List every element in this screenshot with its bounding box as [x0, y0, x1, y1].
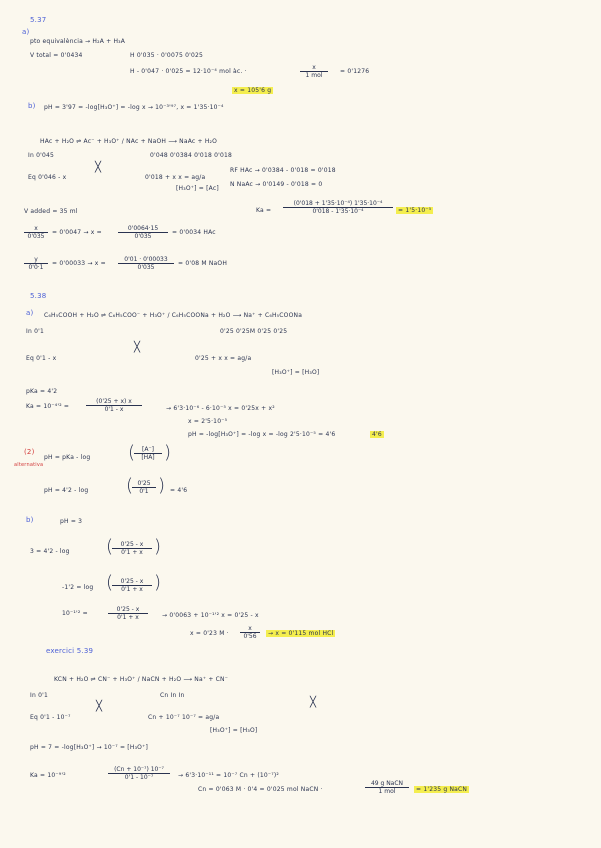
fraction-numerator: x [240, 625, 260, 633]
fraction-numerator: 0'25 [132, 480, 156, 488]
fraction-numerator: y [24, 256, 48, 264]
part-a-label: a) [22, 28, 30, 36]
total-volume-line: V total = 0'0434 [30, 52, 83, 59]
nacn-fraction [365, 780, 409, 795]
result-line: = 0'1276 [340, 68, 370, 75]
fraction-x-mol [300, 64, 328, 79]
volume-added-line: V added = 35 ml [24, 208, 78, 215]
highlighted-nacn-result: = 1'235 g NaCN [416, 786, 468, 793]
fraction-numerator: x [300, 64, 328, 72]
bracket-left: ( [128, 442, 136, 463]
equilibrium-equation-3: KCN + H₂O ⇌ CN⁻ + H₃O⁺ / NaCN + H₂O ⟶ Na⁺ + CN⁻ [54, 676, 229, 683]
ka-denominator-3: 0'1 - 10⁻⁷ [124, 774, 154, 781]
hac-fraction [118, 225, 168, 240]
henderson-line-1: pH = pKa - log [44, 454, 91, 461]
fraction-denominator: 0'1 + x [121, 586, 143, 593]
fraction-numerator: 49 g NaCN [365, 780, 409, 788]
ka-label-3: Ka = 10⁻⁹'² [30, 772, 66, 779]
reaction-naac-line: N NaAc → 0'0149 - 0'018 = 0 [230, 181, 323, 188]
hac-result: = 0'0034 HAc [172, 229, 216, 236]
fraction-numerator: 0'0064·15 [118, 225, 168, 233]
bracket-left: ( [106, 572, 114, 593]
ka-equation-2: → 6'3·10⁻⁶ - 6·10⁻⁵ x = 0'25x + x² [166, 405, 275, 412]
ph-calc-line: pH = 3'97 = -log[H₃O⁺] = -log x → 10⁻³'⁹⁷, x = 1'35·10⁻⁴ [44, 104, 224, 111]
initial-values-3: Cn In In [160, 692, 185, 699]
ph-result-line: pH = -log[H₃O⁺] = -log x = -log 2'5·10⁻⁵ = 4'6 [188, 431, 336, 438]
equilibrium-row-3: Eq 0'1 - 10⁻⁷ [30, 714, 71, 721]
alternative-number: (2) [24, 448, 35, 456]
ka-fraction-1 [283, 200, 393, 215]
fraction-numerator: 0'25 - x [112, 578, 152, 586]
naoh-result: = 0'08 M NaOH [178, 260, 228, 267]
bracket-left: ( [106, 536, 114, 557]
fraction-denominator: 1 mol [305, 72, 323, 79]
equilibrium-equation-2: C₆H₅COOH + H₂O ⇌ C₆H₅COO⁻ + H₃O⁺ / C₆H₅COONa + H₂O ⟶ Na⁺ + C₆H₅COONa [44, 312, 303, 319]
hcl-fraction [240, 625, 260, 640]
fraction-numerator: [A⁻] [134, 446, 162, 454]
bracket-left: ( [126, 475, 134, 496]
ka-fraction-3 [108, 766, 170, 781]
fraction-x-over-volume [24, 225, 48, 240]
equilibrium-row-2: Eq 0'1 - x [26, 355, 57, 362]
alternative-label: alternativa [14, 462, 44, 468]
fraction-numerator: x [24, 225, 48, 233]
equivalence-point-line: pto equivalència → H₂A + H₃A [30, 38, 126, 45]
part-b-label: b) [28, 102, 36, 110]
moles-acid-line: H - 0'047 · 0'025 = 12·10⁻⁴ mol àc. · [130, 68, 247, 75]
reaction-hac-line: RF HAc → 0'0384 - 0'018 = 0'018 [230, 167, 336, 174]
cross-out-mark: ╳ [95, 162, 102, 173]
pka-line: pKa = 4'2 [26, 388, 58, 395]
buffer-equation-1: 3 = 4'2 - log [30, 548, 70, 555]
naoh-fraction [118, 256, 174, 271]
buffer-equation-3-rhs: → 0'0063 + 10⁻¹'² x = 0'25 - x [162, 612, 259, 619]
ka-denominator-1: 0'018 - 1'35·10⁻⁴ [312, 208, 364, 215]
moles-line: H 0'035 · 0'0075 0'025 [130, 52, 204, 59]
bracket-right: ) [164, 442, 172, 463]
equilibrium-row-1: Eq 0'046 - x [28, 174, 67, 181]
fraction-numerator: 0'01 · 0'00033 [118, 256, 174, 264]
initial-row-3: In 0'1 [30, 692, 48, 699]
exercise-number-539: exercici 5.39 [46, 647, 94, 655]
henderson-line-2: pH = 4'2 - log [44, 487, 89, 494]
concentration-equality-2: [H₃O⁺] = [H₃O] [272, 369, 320, 376]
ka-label-2: Ka = 10⁻⁴'² = [26, 403, 70, 410]
highlighted-ph-46: 4'6 [372, 431, 382, 438]
fraction-denominator: 0'1 [139, 488, 149, 495]
fraction-denominator: [HA] [141, 454, 155, 461]
cross-out-mark: ╳ [310, 697, 317, 708]
ka-fraction-2 [86, 398, 142, 413]
fraction-denominator: 0'035 [27, 233, 45, 240]
bracket-right: ) [154, 536, 162, 557]
fraction-denominator: 0'1 + x [121, 549, 143, 556]
highlighted-result-mass: x = 105'6 g [234, 87, 272, 94]
fraction-denominator: 0'0·1 [28, 264, 44, 271]
bracket-right: ) [154, 572, 162, 593]
exercise-number-538: 5.38 [30, 292, 47, 300]
henderson-result: = 4'6 [170, 487, 188, 494]
equilibrium-equation-1: HAc + H₂O ⇌ Ac⁻ + H₃O⁺ / NAc + NaOH ⟶ NaAc + H₂O [40, 138, 218, 145]
naoh-calc-line: = 0'00033 → x = [52, 260, 106, 267]
part-a-label-2: a) [26, 309, 34, 317]
buffer-fraction-2 [112, 578, 152, 593]
equilibrium-values-1: 0'018 + x x = ag/a [145, 174, 206, 181]
ka-denominator-2: 0'1 - x [104, 406, 124, 413]
highlighted-hcl-result: → x = 0'115 mol HCl [268, 630, 334, 637]
initial-values-2: 0'25 0'25M 0'25 0'25 [220, 328, 288, 335]
buffer-equation-3: 10⁻¹'² = [62, 610, 88, 617]
cross-out-mark: ╳ [134, 342, 141, 353]
fraction-numerator: 0'25 - x [108, 606, 148, 614]
concentration-equality-3: [H₃O⁺] = [H₃O] [210, 727, 258, 734]
initial-row-1: In 0'045 [28, 152, 54, 159]
initial-row-2: In 0'1 [26, 328, 44, 335]
nacn-calc-line: Cn = 0'063 M · 0'4 = 0'025 mol NaCN · [198, 786, 323, 793]
ka-label-1: Ka = [256, 207, 272, 214]
x-value-2: x = 2'5·10⁻⁵ [188, 418, 228, 425]
equilibrium-values-3: Cn + 10⁻⁷ 10⁻⁷ = ag/a [148, 714, 220, 721]
equilibrium-values-2: 0'25 + x x = ag/a [195, 355, 252, 362]
fraction-y-over-volume [24, 256, 48, 271]
ph7-line: pH = 7 = -log[H₃O⁺] → 10⁻⁷ = [H₃O⁺] [30, 744, 148, 751]
ka-numerator-3: (Cn + 10⁻⁷) 10⁻⁷ [108, 766, 170, 774]
exercise-number-537: 5.37 [30, 16, 47, 24]
fraction-denominator: 1 mol [378, 788, 396, 795]
fraction-denominator: 0'035 [137, 264, 155, 271]
fraction-denominator: 0'56 [243, 633, 257, 640]
henderson-fraction-1 [134, 446, 162, 461]
part-b-label-2: b) [26, 516, 34, 524]
buffer-fraction-1 [112, 541, 152, 556]
ka-numerator-2: (0'25 + x) x [86, 398, 142, 406]
buffer-fraction-3 [108, 606, 148, 621]
fraction-denominator: 0'035 [134, 233, 152, 240]
buffer-equation-2: -1'2 = log [62, 584, 94, 591]
hcl-calc-line: x = 0'23 M · [190, 630, 229, 637]
initial-values-1: 0'048 0'0384 0'018 0'018 [150, 152, 233, 159]
fraction-numerator: 0'25 - x [112, 541, 152, 549]
hac-calc-line: = 0'0047 → x = [52, 229, 102, 236]
ka-numerator-1: (0'018 + 1'35·10⁻⁴) 1'35·10⁻⁴ [283, 200, 393, 208]
target-ph-line: pH = 3 [60, 518, 83, 525]
bracket-right: ) [158, 475, 166, 496]
henderson-fraction-2 [132, 480, 156, 495]
fraction-denominator: 0'1 + x [117, 614, 139, 621]
concentration-equality-1: [H₃O⁺] = [Ac] [176, 185, 219, 192]
highlighted-ka-result: = 1'5·10⁻⁵ [398, 207, 432, 214]
cross-out-mark: ╳ [96, 701, 103, 712]
ka-equation-3: → 6'3·10⁻¹¹ = 10⁻⁷ Cn + (10⁻⁷)² [178, 772, 280, 779]
